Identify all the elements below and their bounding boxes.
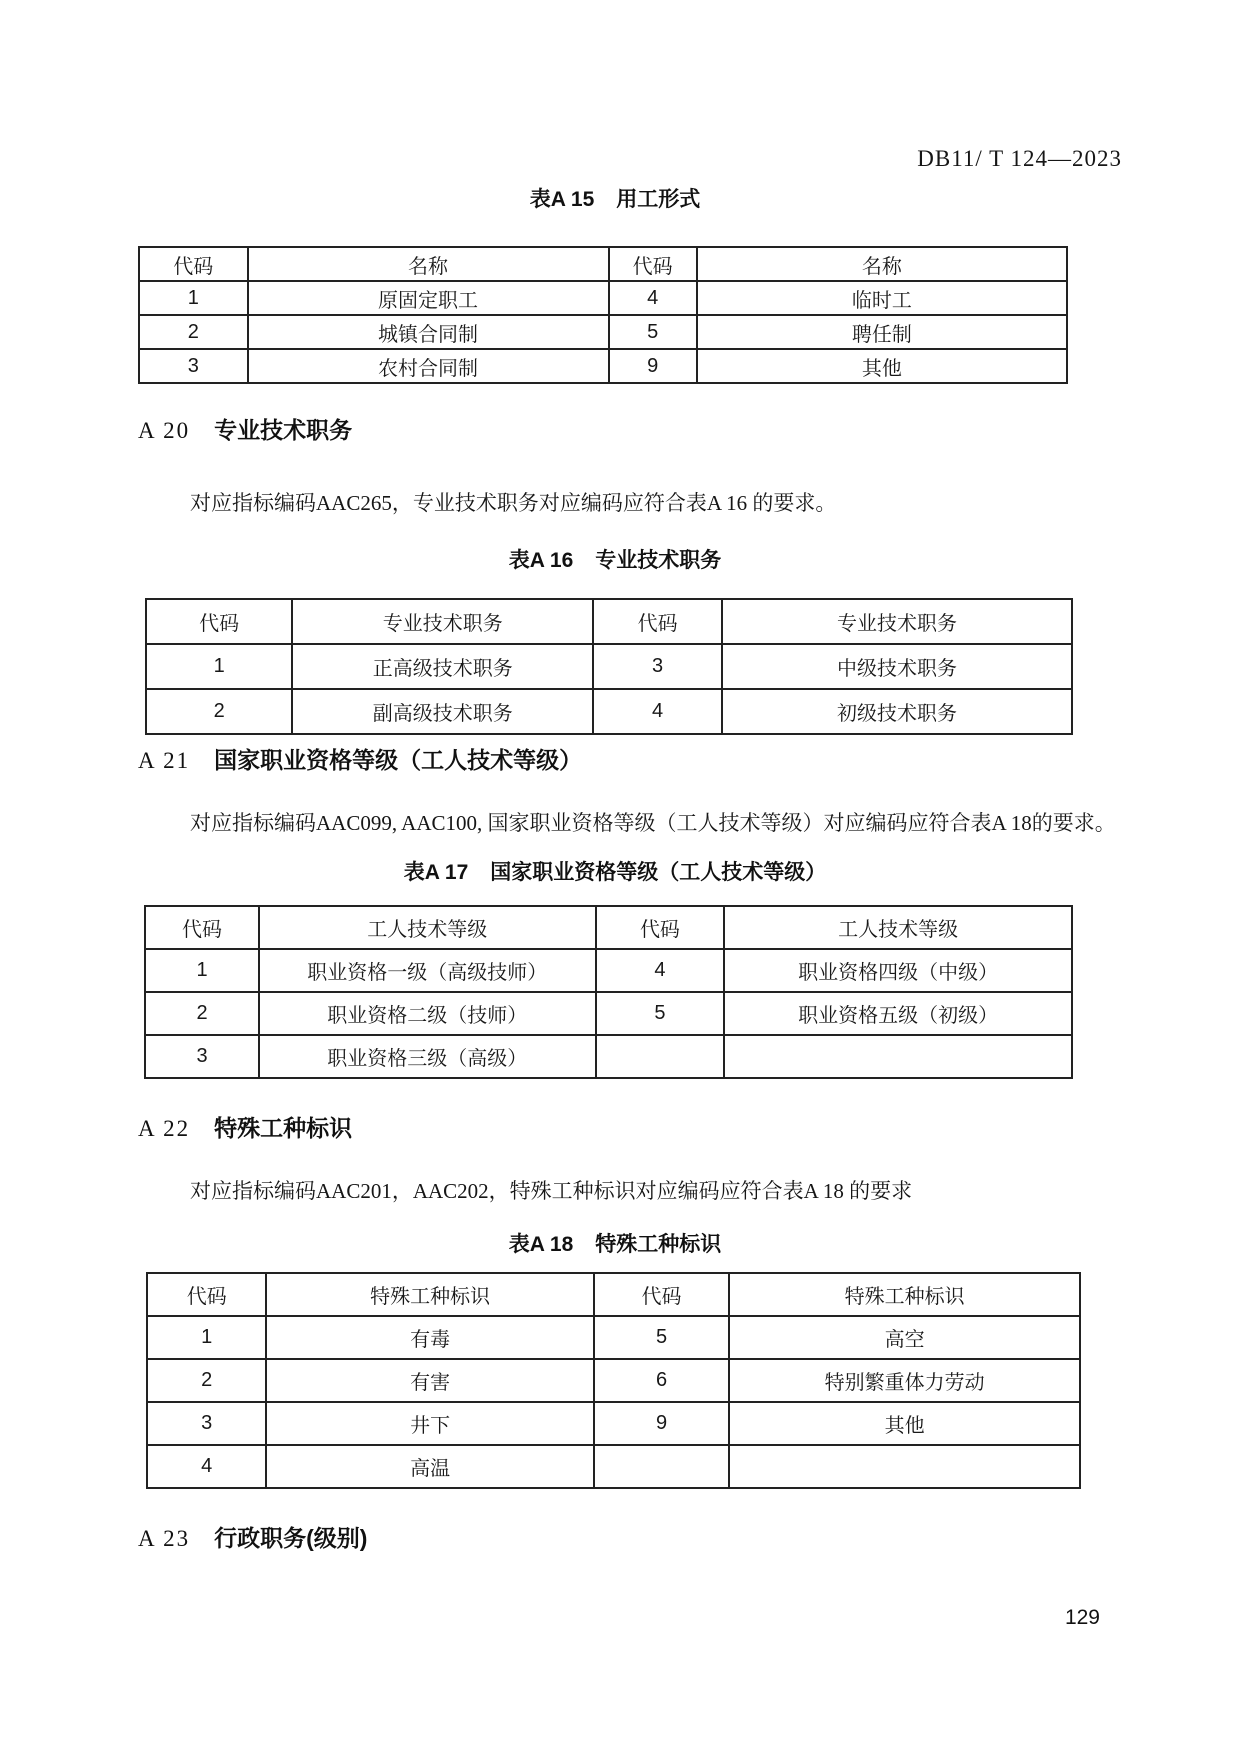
table-a18-title — [138, 1228, 1092, 1258]
value-cell: 特别繁重体力劳动 — [729, 1359, 1080, 1402]
table-name: 专业技术职务 — [595, 549, 722, 572]
column-header: 代码 — [139, 247, 248, 281]
table-row — [145, 992, 1072, 1035]
value-cell: 原固定职工 — [248, 281, 609, 315]
column-header: 代码 — [593, 599, 722, 644]
table-label: 表A 15 — [529, 188, 595, 211]
table-row — [147, 1445, 1080, 1488]
code-cell: 1 — [145, 949, 259, 992]
value-cell: 有毒 — [266, 1316, 593, 1359]
table-row — [139, 315, 1067, 349]
section-heading-a21 — [138, 742, 1118, 775]
code-cell: 1 — [147, 1316, 266, 1359]
value-cell: 城镇合同制 — [248, 315, 609, 349]
value-cell: 副高级技术职务 — [292, 689, 593, 734]
code-cell: 5 — [594, 1316, 729, 1359]
table-header-row — [147, 1273, 1080, 1316]
table-header-row — [146, 599, 1072, 644]
section-number: A 23 — [138, 1526, 191, 1551]
table-header-row — [145, 906, 1072, 949]
section-a22-paragraph: 对应指标编码AAC201，AAC202，特殊工种标识对应编码应符合表A 18 的要求 — [190, 1179, 913, 1203]
value-cell: 农村合同制 — [248, 349, 609, 383]
section-title: 行政职务(级别) — [214, 1525, 368, 1551]
section-a20-paragraph: 对应指标编码AAC265，专业技术职务对应编码应符合表A 16 的要求。 — [190, 491, 837, 515]
table-a15-title — [138, 183, 1092, 213]
table-label: 表A 18 — [508, 1233, 574, 1256]
standard-number: DB11/ T 124—2023 — [917, 146, 1122, 171]
section-number: A 21 — [138, 748, 191, 773]
value-cell: 其他 — [729, 1402, 1080, 1445]
table-row — [145, 1035, 1072, 1078]
code-cell: 4 — [609, 281, 697, 315]
column-header: 名称 — [248, 247, 609, 281]
code-cell — [596, 1035, 725, 1078]
table-row — [147, 1402, 1080, 1445]
column-header: 工人技术等级 — [724, 906, 1072, 949]
value-cell: 高温 — [266, 1445, 593, 1488]
column-header: 代码 — [146, 599, 292, 644]
section-heading-a22 — [138, 1110, 1118, 1143]
code-cell: 3 — [145, 1035, 259, 1078]
value-cell — [724, 1035, 1072, 1078]
table-label: 表A 16 — [508, 549, 574, 572]
table-row — [147, 1316, 1080, 1359]
value-cell: 临时工 — [697, 281, 1067, 315]
table-a17 — [144, 905, 1073, 1079]
column-header: 专业技术职务 — [722, 599, 1072, 644]
table-a16 — [145, 598, 1073, 735]
table-row — [146, 689, 1072, 734]
table-a17-title — [138, 856, 1092, 886]
code-cell — [594, 1445, 729, 1488]
column-header: 特殊工种标识 — [729, 1273, 1080, 1316]
code-cell: 1 — [146, 644, 292, 689]
table-name: 国家职业资格等级（工人技术等级） — [490, 861, 827, 884]
value-cell: 职业资格一级（高级技师） — [259, 949, 596, 992]
table-name: 用工形式 — [616, 188, 701, 211]
column-header: 专业技术职务 — [292, 599, 593, 644]
value-cell: 职业资格五级（初级） — [724, 992, 1072, 1035]
value-cell: 职业资格三级（高级） — [259, 1035, 596, 1078]
table-label: 表A 17 — [403, 861, 469, 884]
section-title: 专业技术职务 — [214, 417, 353, 443]
value-cell: 高空 — [729, 1316, 1080, 1359]
section-title: 国家职业资格等级（工人技术等级） — [214, 747, 583, 773]
code-cell: 4 — [596, 949, 725, 992]
table-row — [147, 1359, 1080, 1402]
page-number: 129 — [1064, 1606, 1100, 1629]
section-heading-a23 — [138, 1520, 1118, 1553]
column-header: 名称 — [697, 247, 1067, 281]
column-header: 代码 — [596, 906, 725, 949]
code-cell: 3 — [593, 644, 722, 689]
table-row — [139, 349, 1067, 383]
value-cell: 聘任制 — [697, 315, 1067, 349]
column-header: 代码 — [145, 906, 259, 949]
code-cell: 6 — [594, 1359, 729, 1402]
column-header: 特殊工种标识 — [266, 1273, 593, 1316]
section-title: 特殊工种标识 — [214, 1115, 353, 1141]
value-cell: 其他 — [697, 349, 1067, 383]
value-cell — [729, 1445, 1080, 1488]
code-cell: 3 — [139, 349, 248, 383]
code-cell: 4 — [593, 689, 722, 734]
value-cell: 正高级技术职务 — [292, 644, 593, 689]
code-cell: 9 — [594, 1402, 729, 1445]
table-a15 — [138, 246, 1068, 384]
value-cell: 中级技术职务 — [722, 644, 1072, 689]
table-header-row — [139, 247, 1067, 281]
table-a18 — [146, 1272, 1081, 1489]
section-number: A 22 — [138, 1116, 191, 1141]
code-cell: 9 — [609, 349, 697, 383]
code-cell: 2 — [147, 1359, 266, 1402]
column-header: 代码 — [594, 1273, 729, 1316]
code-cell: 4 — [147, 1445, 266, 1488]
section-a21-paragraph: 对应指标编码AAC099, AAC100, 国家职业资格等级（工人技术等级）对应编码应符合表A 18的要求。 — [190, 811, 1116, 835]
table-name: 特殊工种标识 — [595, 1233, 722, 1256]
table-row — [145, 949, 1072, 992]
table-row — [139, 281, 1067, 315]
section-number: A 20 — [138, 418, 191, 443]
table-a16-title — [138, 544, 1092, 574]
code-cell: 3 — [147, 1402, 266, 1445]
value-cell: 职业资格四级（中级） — [724, 949, 1072, 992]
value-cell: 职业资格二级（技师） — [259, 992, 596, 1035]
table-row — [146, 644, 1072, 689]
code-cell: 1 — [139, 281, 248, 315]
code-cell: 5 — [609, 315, 697, 349]
column-header: 代码 — [609, 247, 697, 281]
value-cell: 有害 — [266, 1359, 593, 1402]
section-heading-a20 — [138, 412, 1118, 445]
code-cell: 2 — [139, 315, 248, 349]
column-header: 工人技术等级 — [259, 906, 596, 949]
column-header: 代码 — [147, 1273, 266, 1316]
value-cell: 井下 — [266, 1402, 593, 1445]
code-cell: 2 — [146, 689, 292, 734]
code-cell: 5 — [596, 992, 725, 1035]
value-cell: 初级技术职务 — [722, 689, 1072, 734]
code-cell: 2 — [145, 992, 259, 1035]
